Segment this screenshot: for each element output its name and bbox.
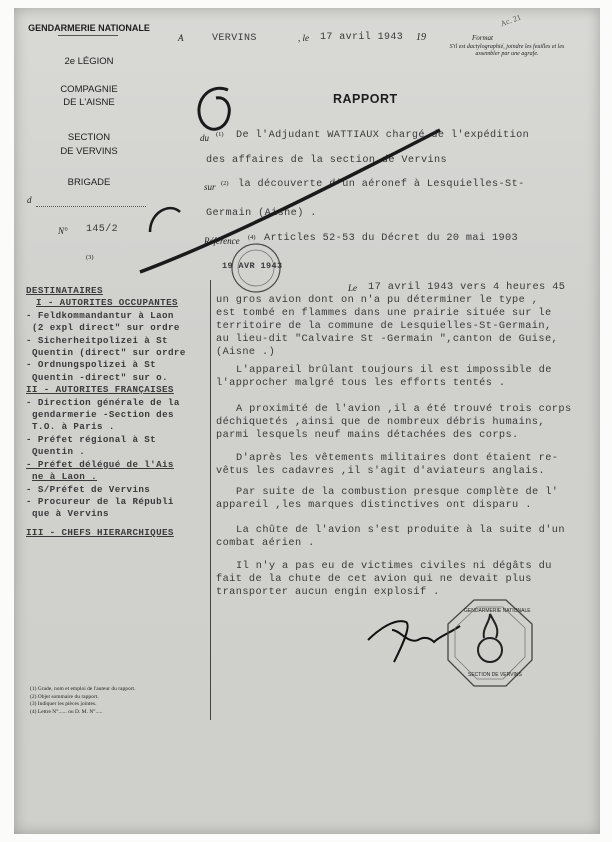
brigade: BRIGADE — [67, 177, 111, 188]
body-line: est tombé en flammes dans une prairie située sur le — [216, 307, 552, 319]
footnote: (3) Indiquer les pièces jointes. — [30, 701, 97, 707]
dateline-le: , le — [298, 33, 309, 43]
dest-line: (2 expl direct" sur ordre — [32, 322, 180, 334]
dest-line: - Direction générale de la — [26, 396, 180, 408]
dateline-date: 17 avril 1943 — [320, 32, 404, 43]
d-label: d — [27, 195, 32, 205]
body-line: transporter aucun engin explosif . — [216, 586, 440, 598]
body-p2 — [216, 364, 552, 390]
dest-line: - S/Préfet de Vervins — [26, 483, 151, 495]
dest-line: - Feldkommandantur à Laon — [26, 309, 174, 321]
section-line2: DE VERVINS — [60, 146, 118, 157]
body-line: parmi lesquels neuf mains détachées des corps. — [216, 429, 519, 441]
dest-line: Quentin (direct" sur ordre — [32, 347, 186, 359]
body-line: fait de la chute de cet avion qui ne devait plus — [216, 573, 532, 585]
divider — [58, 35, 118, 36]
note3: (3) — [86, 254, 94, 261]
sur-label: sur — [204, 182, 216, 192]
body-p7 — [216, 560, 552, 599]
dest-line: Quentin . — [32, 446, 86, 458]
seal-text-top: GENDARMERIE NATIONALE — [464, 608, 531, 614]
sur-value-line2: Germain (Aisne) . — [206, 208, 317, 219]
body-line: Il n'y a pas eu de victimes civiles ni dégâts du — [236, 560, 552, 572]
du-note: (1) — [216, 131, 224, 138]
column-divider — [210, 280, 211, 720]
dateline-year: 19 — [416, 32, 426, 43]
body-line: territoire de la commune de Lesquielles-St-Germain, — [216, 320, 552, 332]
compagnie-line1: COMPAGNIE — [60, 84, 118, 95]
destinataires-list — [26, 285, 186, 539]
pen-scribble — [110, 82, 450, 282]
dest-line: Quentin -direct" sur o. — [32, 371, 169, 383]
body-p5 — [216, 486, 558, 512]
dest-heading: DESTINATAIRES — [26, 285, 103, 296]
du-value-line1: De l'Adjudant WATTIAUX chargé de l'expédition — [236, 130, 530, 141]
body-line: un gros avion dont on n'a pu déterminer le type , — [216, 294, 539, 306]
ref-note: (4) — [248, 234, 256, 241]
body-line: La chûte de l'avion s'est produite à la suite d'un — [236, 524, 565, 536]
no-value: 145/2 — [86, 224, 119, 235]
dest-line: gendarmerie -Section des — [32, 409, 174, 421]
dest-line: - Procureur de la Républi — [26, 495, 174, 507]
dest-line: III - CHEFS HIERARCHIQUES — [26, 526, 174, 538]
org-name: GENDARMERIE NATIONALE — [28, 23, 150, 33]
received-stamp-date: 19 AVR 1943 — [222, 261, 283, 271]
footnote: (4) Lettre N°...... ou D. M. N°..... — [30, 708, 103, 715]
body-p3 — [216, 403, 572, 442]
body-line: A proximité de l'avion ,il a été trouvé trois corps — [236, 403, 572, 415]
body-le: Le — [348, 283, 357, 293]
body-p1 — [216, 294, 558, 359]
body-line: vêtus les cadavres ,il s'agit d'aviateurs anglais. — [216, 465, 545, 477]
no-label: N° — [58, 226, 68, 236]
body-p4 — [216, 452, 558, 478]
body-line: déchiquetés ,ainsi que de nombreux débris humains, — [216, 416, 545, 428]
format-stamp: Ac. 21 — [499, 12, 523, 29]
dest-line: II - AUTORITES FRANÇAISES — [26, 384, 174, 396]
footnote: (2) Objet sommaire du rapport. — [30, 693, 99, 700]
footnotes — [30, 686, 180, 716]
body-line: L'appareil brûlant toujours il est impossible de — [236, 364, 552, 376]
ref-label: Référence — [204, 236, 240, 246]
body-line: combat aérien . — [216, 537, 315, 549]
dest-line: - Préfet délégué de l'Ais — [26, 458, 174, 470]
format-note: S'il est dactylographié, joindre les feuilles et les assembler par une agrafe. — [449, 44, 565, 57]
dest-line: ne à Laon . — [32, 471, 98, 483]
compagnie-line2: DE L'AISNE — [63, 97, 115, 108]
dateline-place: VERVINS — [212, 33, 257, 44]
section-line1: SECTION — [67, 132, 111, 143]
body-line: appareil ,les marques distinctives ont disparu . — [216, 499, 532, 511]
body-line: au lieu-dit "Calvaire St -Germain ",canton de Guise, — [216, 333, 559, 345]
report-title: RAPPORT — [333, 92, 398, 106]
sur-value-line1: la découverte d'un aéronef à Lesquielles-St- — [238, 179, 525, 190]
dest-line: - Ordnungspolizei à St — [26, 359, 157, 371]
dest-line: - Préfet régional à St — [26, 433, 157, 445]
body-line: l'approcher malgré tous les efforts tentés . — [216, 377, 506, 389]
format-label: Format — [472, 34, 493, 42]
sur-note: (2) — [221, 180, 229, 187]
dest-line: I - AUTORITES OCCUPANTES — [36, 297, 178, 309]
dest-line: que à Vervins — [32, 508, 109, 520]
body-p6 — [216, 524, 565, 550]
ref-value: Articles 52-53 du Décret du 20 mai 1903 — [264, 233, 519, 244]
du-label: du — [200, 133, 209, 143]
body-p1-first: 17 avril 1943 vers 4 heures 45 — [368, 281, 566, 293]
dest-line: - Sicherheitpolizei à St — [26, 334, 168, 346]
body-line: Par suite de la combustion presque complète de l' — [236, 486, 559, 498]
du-value-line2: des affaires de la section de Vervins — [206, 155, 447, 166]
legion: 2e LÉGION — [64, 56, 114, 67]
body-line: (Aisne .) — [216, 346, 276, 358]
body-line: D'après les vêtements militaires dont étaient re- — [236, 452, 559, 464]
dateline-a: A — [178, 33, 184, 43]
footnote: (1) Grade, nom et emploi de l'auteur du rapport. — [30, 686, 136, 692]
seal-text-bottom: SECTION DE VERVINS — [468, 672, 522, 678]
dest-line: T.O. à Paris . — [32, 421, 115, 433]
